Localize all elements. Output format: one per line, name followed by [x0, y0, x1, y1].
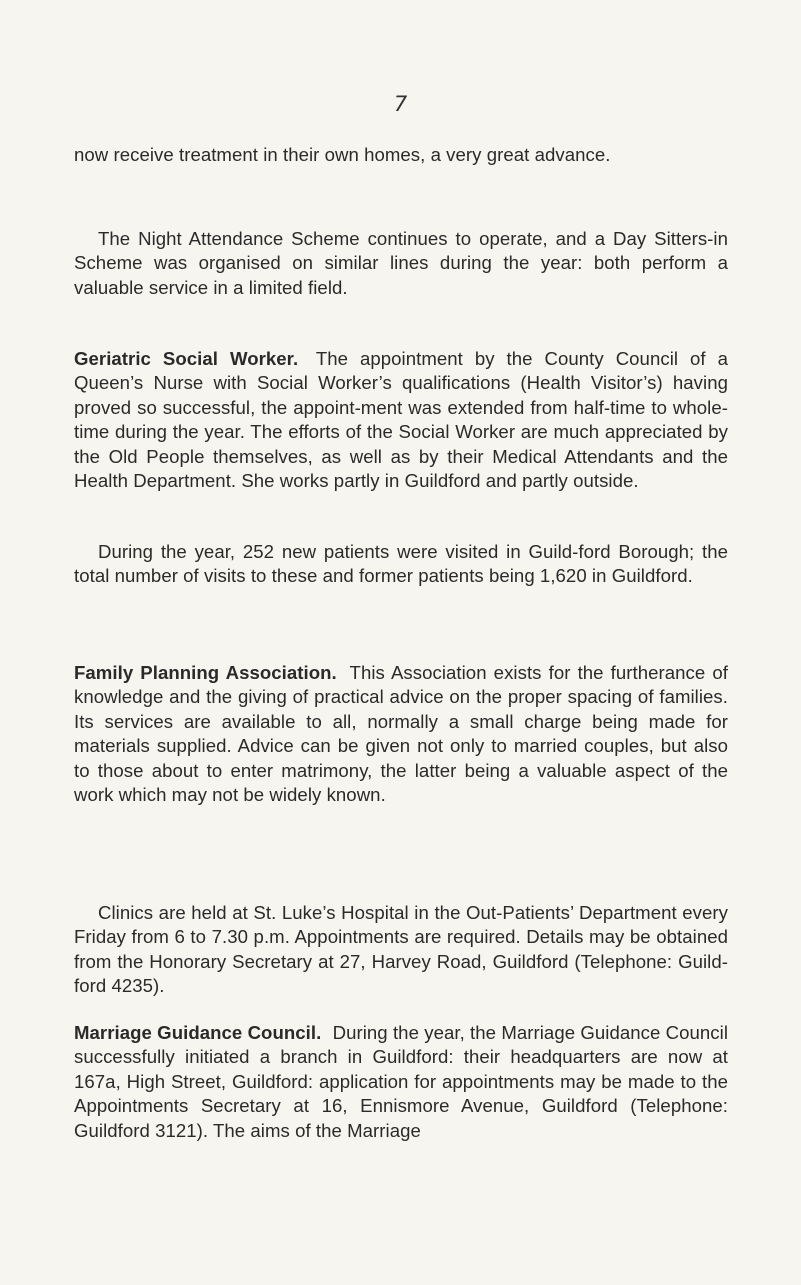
- paragraph-text: During the year, the Marriage Guidance Council successfully initiated a branch in Guildford: their headquarters are now at 167a, High Street, Guildford: application for appointments may be made to the Appointments Secretary at 16, Ennismore Avenue, Guildford (Telephone: Guildford 3121). The aims of the Marriage: [74, 1022, 728, 1141]
- paragraph-family-planning: [74, 661, 728, 807]
- paragraph-text: This Association exists for the furtherance of knowledge and the giving of practical advice on the proper spacing of families. Its services are available to all, normally a small charge being made for materials supplied. Advice can be given not only to married couples, but also to those about to enter matrimony, the latter being a valuable aspect of the work which may not be widely known.: [74, 662, 728, 806]
- paragraph-clinics: [74, 901, 728, 999]
- paragraph-home-treatment: [74, 143, 728, 167]
- paragraph-night-attendance: [74, 227, 728, 300]
- paragraph-text: now receive treatment in their own homes, a very great advance.: [74, 144, 611, 165]
- page-number: 7: [393, 92, 408, 116]
- paragraph-text: During the year, 252 new patients were visited in Guild-ford Borough; the total number of visits to these and former patients being 1,620 in Guildford.: [74, 541, 728, 587]
- section-heading: Marriage Guidance Council.: [74, 1022, 322, 1043]
- paragraph-patients-visited: [74, 540, 728, 589]
- paragraph-marriage-guidance: [74, 1021, 728, 1143]
- section-heading: Geriatric Social Worker.: [74, 348, 299, 369]
- paragraph-text: The appointment by the County Council of a Queen’s Nurse with Social Worker’s qualifications (Health Visitor’s) having proved so successful, the appoint-ment was extended from half-time to whole-time during the year. The efforts of the Social Worker are much appreciated by the Old People themselves, as well as by their Medical Attendants and the Health Department. She works partly in Guildford and partly outside.: [74, 348, 728, 492]
- paragraph-text: Clinics are held at St. Luke’s Hospital in the Out-Patients’ Department every Friday from 6 to 7.30 p.m. Appointments are required. Details may be obtained from the Honorary Secretary at 27, Harvey Road, Guildford (Telephone: Guild-ford 4235).: [74, 902, 728, 997]
- paragraph-geriatric-social-worker: [74, 347, 728, 493]
- paragraph-text: The Night Attendance Scheme continues to operate, and a Day Sitters-in Scheme was organised on similar lines during the year: both perform a valuable service in a limited field.: [74, 228, 728, 298]
- section-heading: Family Planning Association.: [74, 662, 337, 683]
